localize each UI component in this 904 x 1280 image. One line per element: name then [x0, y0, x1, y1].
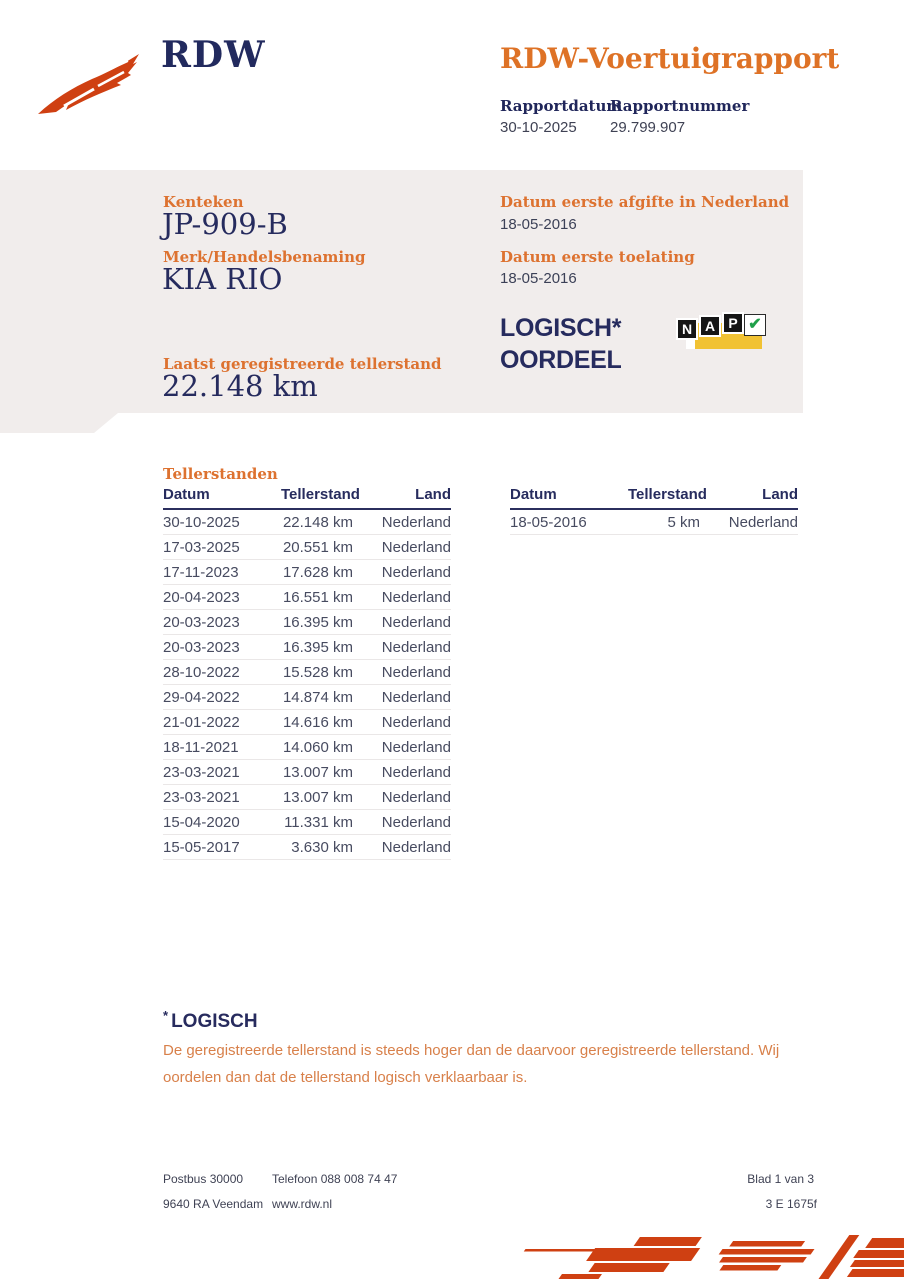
kenteken-value: JP-909-B: [162, 207, 288, 241]
table-cell: 18-05-2016: [510, 509, 628, 535]
table-row: [163, 810, 451, 835]
table-row: [163, 785, 451, 810]
table-cell: 23-03-2021: [163, 760, 281, 785]
table-cell: 20.551 km: [281, 535, 353, 560]
table-cell: 22.148 km: [281, 509, 353, 535]
table-cell: 30-10-2025: [163, 509, 281, 535]
table-cell: Nederland: [353, 735, 451, 760]
nap-notch: [686, 339, 695, 349]
table-cell: Nederland: [353, 760, 451, 785]
column-header-land: Land: [700, 486, 798, 509]
report-number-label: Rapportnummer: [610, 97, 750, 115]
table-cell: 29-04-2022: [163, 685, 281, 710]
toelating-label: Datum eerste toelating: [500, 248, 695, 266]
table-cell: Nederland: [353, 635, 451, 660]
table-cell: Nederland: [353, 509, 451, 535]
table-cell: 14.616 km: [281, 710, 353, 735]
odometer-table-left: [163, 486, 451, 860]
tellerstand-label: Laatst geregistreerde tellerstand: [163, 355, 442, 373]
table-cell: 16.395 km: [281, 610, 353, 635]
table-row: [163, 635, 451, 660]
merk-label: Merk/Handelsbenaming: [163, 248, 366, 266]
kenteken-label: Kenteken: [163, 193, 244, 211]
table-cell: Nederland: [353, 560, 451, 585]
nap-letter-n: N: [676, 318, 698, 340]
table-row: [163, 610, 451, 635]
table-row: [510, 509, 798, 535]
oordeel-line1: LOGISCH*: [500, 314, 622, 342]
footer-address-line1: Postbus 30000: [163, 1172, 244, 1186]
table-row: [163, 760, 451, 785]
table-cell: 15.528 km: [281, 660, 353, 685]
table-cell: 13.007 km: [281, 760, 353, 785]
table-cell: 5 km: [628, 509, 700, 535]
footer-phone: Telefoon 088 008 74 47: [272, 1172, 398, 1186]
table-cell: 11.331 km: [281, 810, 353, 835]
oordeel-line2: OORDEEL: [500, 346, 622, 374]
note-asterisk: *: [163, 1008, 169, 1023]
toelating-value: 18-05-2016: [500, 270, 577, 287]
report-number-value: 29.799.907: [610, 119, 686, 136]
table-cell: Nederland: [353, 535, 451, 560]
table-cell: 16.395 km: [281, 635, 353, 660]
table-cell: Nederland: [353, 785, 451, 810]
table-cell: 28-10-2022: [163, 660, 281, 685]
nap-letter-p: P: [722, 312, 744, 334]
table-cell: Nederland: [353, 710, 451, 735]
table-row: [163, 509, 451, 535]
table-row: [163, 560, 451, 585]
nap-checkmark-icon: ✔: [744, 314, 766, 336]
table-cell: 17-11-2023: [163, 560, 281, 585]
oordeel-verdict: [500, 312, 622, 376]
table-cell: Nederland: [353, 685, 451, 710]
table-cell: 21-01-2022: [163, 710, 281, 735]
table-cell: Nederland: [353, 585, 451, 610]
footer-address-line2: 9640 RA Veendam: [163, 1197, 264, 1211]
table-cell: 3.630 km: [281, 835, 353, 860]
document-title: RDW-Voertuigrapport: [500, 42, 840, 75]
table-cell: Nederland: [353, 835, 451, 860]
table-header-row: [510, 486, 798, 509]
table-cell: 14.874 km: [281, 685, 353, 710]
column-header-land: Land: [353, 486, 451, 509]
table-cell: 18-11-2021: [163, 735, 281, 760]
table-cell: 16.551 km: [281, 585, 353, 610]
column-header-datum: Datum: [510, 486, 628, 509]
note-body: De geregistreerde tellerstand is steeds hoger dan de daarvoor geregistreerde tellerstand. Wij oordelen dan dat de tellerstand logisch verklaarbaar is.: [163, 1042, 780, 1086]
table-cell: 17-03-2025: [163, 535, 281, 560]
afgifte-value: 18-05-2016: [500, 216, 577, 233]
footer-website: www.rdw.nl: [272, 1197, 333, 1211]
column-header-tellerstand: Tellerstand: [281, 486, 353, 509]
afgifte-label: Datum eerste afgifte in Nederland: [500, 193, 790, 211]
table-cell: 17.628 km: [281, 560, 353, 585]
table-cell: 14.060 km: [281, 735, 353, 760]
table-cell: 23-03-2021: [163, 785, 281, 810]
table-cell: 13.007 km: [281, 785, 353, 810]
nap-letter-a: A: [699, 315, 721, 337]
odometer-table-right: [510, 486, 798, 535]
footer-form-code: 3 E 1675f: [765, 1197, 817, 1211]
table-row: [163, 585, 451, 610]
table-cell: 20-04-2023: [163, 585, 281, 610]
table-row: [163, 535, 451, 560]
table-row: [163, 835, 451, 860]
table-row: [163, 660, 451, 685]
table-header-row: [163, 486, 451, 509]
note-title: [163, 1008, 258, 1033]
table-cell: Nederland: [353, 660, 451, 685]
column-header-datum: Datum: [163, 486, 281, 509]
nap-logo: [676, 310, 762, 352]
footer-page-number: Blad 1 van 3: [747, 1172, 814, 1186]
rdw-wordmark: RDW: [161, 34, 266, 76]
report-date-label: Rapportdatum: [500, 97, 623, 115]
table-cell: 15-05-2017: [163, 835, 281, 860]
table-cell: 15-04-2020: [163, 810, 281, 835]
note-title-text: LOGISCH: [171, 1011, 258, 1032]
tellerstanden-section-title: Tellerstanden: [163, 465, 278, 483]
table-cell: Nederland: [353, 610, 451, 635]
report-date-value: 30-10-2025: [500, 119, 577, 136]
table-row: [163, 685, 451, 710]
table-cell: 20-03-2023: [163, 635, 281, 660]
column-header-tellerstand: Tellerstand: [628, 486, 700, 509]
rdw-stripes-graphic-icon: [520, 1234, 904, 1280]
table-cell: 20-03-2023: [163, 610, 281, 635]
merk-value: KIA RIO: [162, 262, 283, 296]
table-row: [163, 735, 451, 760]
table-cell: Nederland: [700, 509, 798, 535]
rdw-feather-logo-icon: [36, 52, 142, 116]
tellerstand-value: 22.148 km: [162, 369, 318, 403]
table-row: [163, 710, 451, 735]
table-cell: Nederland: [353, 810, 451, 835]
